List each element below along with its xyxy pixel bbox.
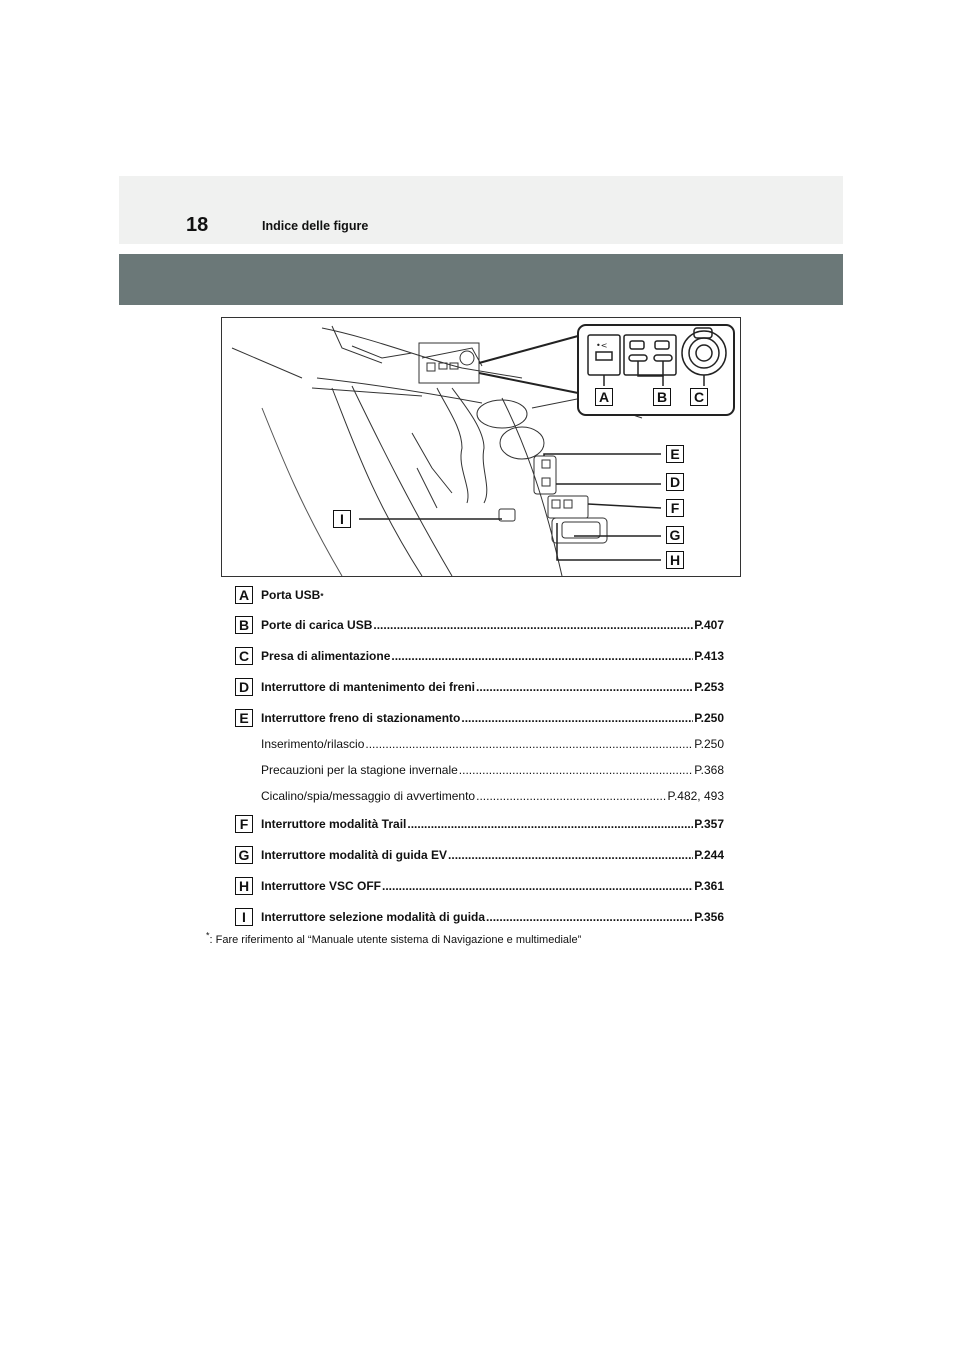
item-page-ref[interactable]: P.357 bbox=[694, 817, 724, 831]
svg-text:•<: •< bbox=[596, 341, 608, 350]
subitem-label: Inserimento/rilascio bbox=[261, 737, 365, 751]
callout-b: B bbox=[653, 388, 671, 406]
list-item[interactable] bbox=[261, 848, 724, 862]
item-page-ref[interactable]: P.244 bbox=[694, 848, 724, 862]
list-item[interactable] bbox=[261, 910, 724, 924]
item-letter: D bbox=[235, 678, 253, 696]
console-drawing bbox=[222, 318, 740, 576]
item-label: Interruttore selezione modalità di guida bbox=[261, 910, 486, 924]
center-console-illustration bbox=[221, 317, 741, 577]
item-letter: G bbox=[235, 846, 253, 864]
subitem-label: Precauzioni per la stagione invernale bbox=[261, 763, 458, 777]
item-letter: F bbox=[235, 815, 253, 833]
callout-i: I bbox=[333, 510, 351, 528]
item-page-ref[interactable]: P.361 bbox=[694, 879, 724, 893]
list-item[interactable] bbox=[261, 711, 724, 725]
item-label: Interruttore freno di stazionamento bbox=[261, 711, 461, 725]
subitem-page-ref[interactable]: P.482, 493 bbox=[667, 789, 724, 803]
item-label: Interruttore di mantenimento dei freni bbox=[261, 680, 476, 694]
callout-f: F bbox=[666, 499, 684, 517]
item-page-ref[interactable]: P.250 bbox=[694, 711, 724, 725]
callout-d: D bbox=[666, 473, 684, 491]
section-banner bbox=[119, 254, 843, 305]
list-item[interactable] bbox=[261, 618, 724, 632]
callout-g: G bbox=[666, 526, 684, 544]
item-label: Interruttore modalità di guida EV bbox=[261, 848, 448, 862]
callout-a: A bbox=[595, 388, 613, 406]
item-label: Presa di alimentazione bbox=[261, 649, 391, 663]
item-letter: I bbox=[235, 908, 253, 926]
item-label: Interruttore VSC OFF bbox=[261, 879, 382, 893]
footnote bbox=[206, 930, 582, 946]
list-subitem[interactable] bbox=[261, 737, 724, 751]
callout-c: C bbox=[690, 388, 708, 406]
list-subitem[interactable] bbox=[261, 789, 724, 803]
callout-e: E bbox=[666, 445, 684, 463]
item-letter: E bbox=[235, 709, 253, 727]
item-letter: B bbox=[235, 616, 253, 634]
item-label: Interruttore modalità Trail bbox=[261, 817, 407, 831]
item-page-ref[interactable]: P.413 bbox=[694, 649, 724, 663]
item-page-ref[interactable]: P.253 bbox=[694, 680, 724, 694]
item-label: Porte di carica USB bbox=[261, 618, 373, 632]
list-item[interactable] bbox=[261, 817, 724, 831]
subitem-page-ref[interactable]: P.250 bbox=[694, 737, 724, 751]
list-item[interactable] bbox=[261, 649, 724, 663]
callout-h: H bbox=[666, 551, 684, 569]
list-item[interactable] bbox=[261, 680, 724, 694]
list-item: Porta USB * bbox=[261, 588, 324, 602]
item-page-ref[interactable]: P.407 bbox=[694, 618, 724, 632]
list-subitem[interactable] bbox=[261, 763, 724, 777]
section-title: Indice delle figure bbox=[262, 219, 369, 233]
item-letter: A bbox=[235, 586, 253, 604]
item-letter: C bbox=[235, 647, 253, 665]
footnote-text: : Fare riferimento al “Manuale utente sistema di Navigazione e multimediale” bbox=[209, 934, 582, 946]
subitem-label: Cicalino/spia/messaggio di avvertimento bbox=[261, 789, 476, 803]
subitem-page-ref[interactable]: P.368 bbox=[694, 763, 724, 777]
item-page-ref[interactable]: P.356 bbox=[694, 910, 724, 924]
header-band bbox=[119, 176, 843, 244]
item-label: Porta USB bbox=[261, 588, 321, 602]
list-item[interactable] bbox=[261, 879, 724, 893]
item-letter: H bbox=[235, 877, 253, 895]
page-number: 18 bbox=[186, 214, 209, 236]
footnote-mark: * bbox=[206, 930, 210, 941]
